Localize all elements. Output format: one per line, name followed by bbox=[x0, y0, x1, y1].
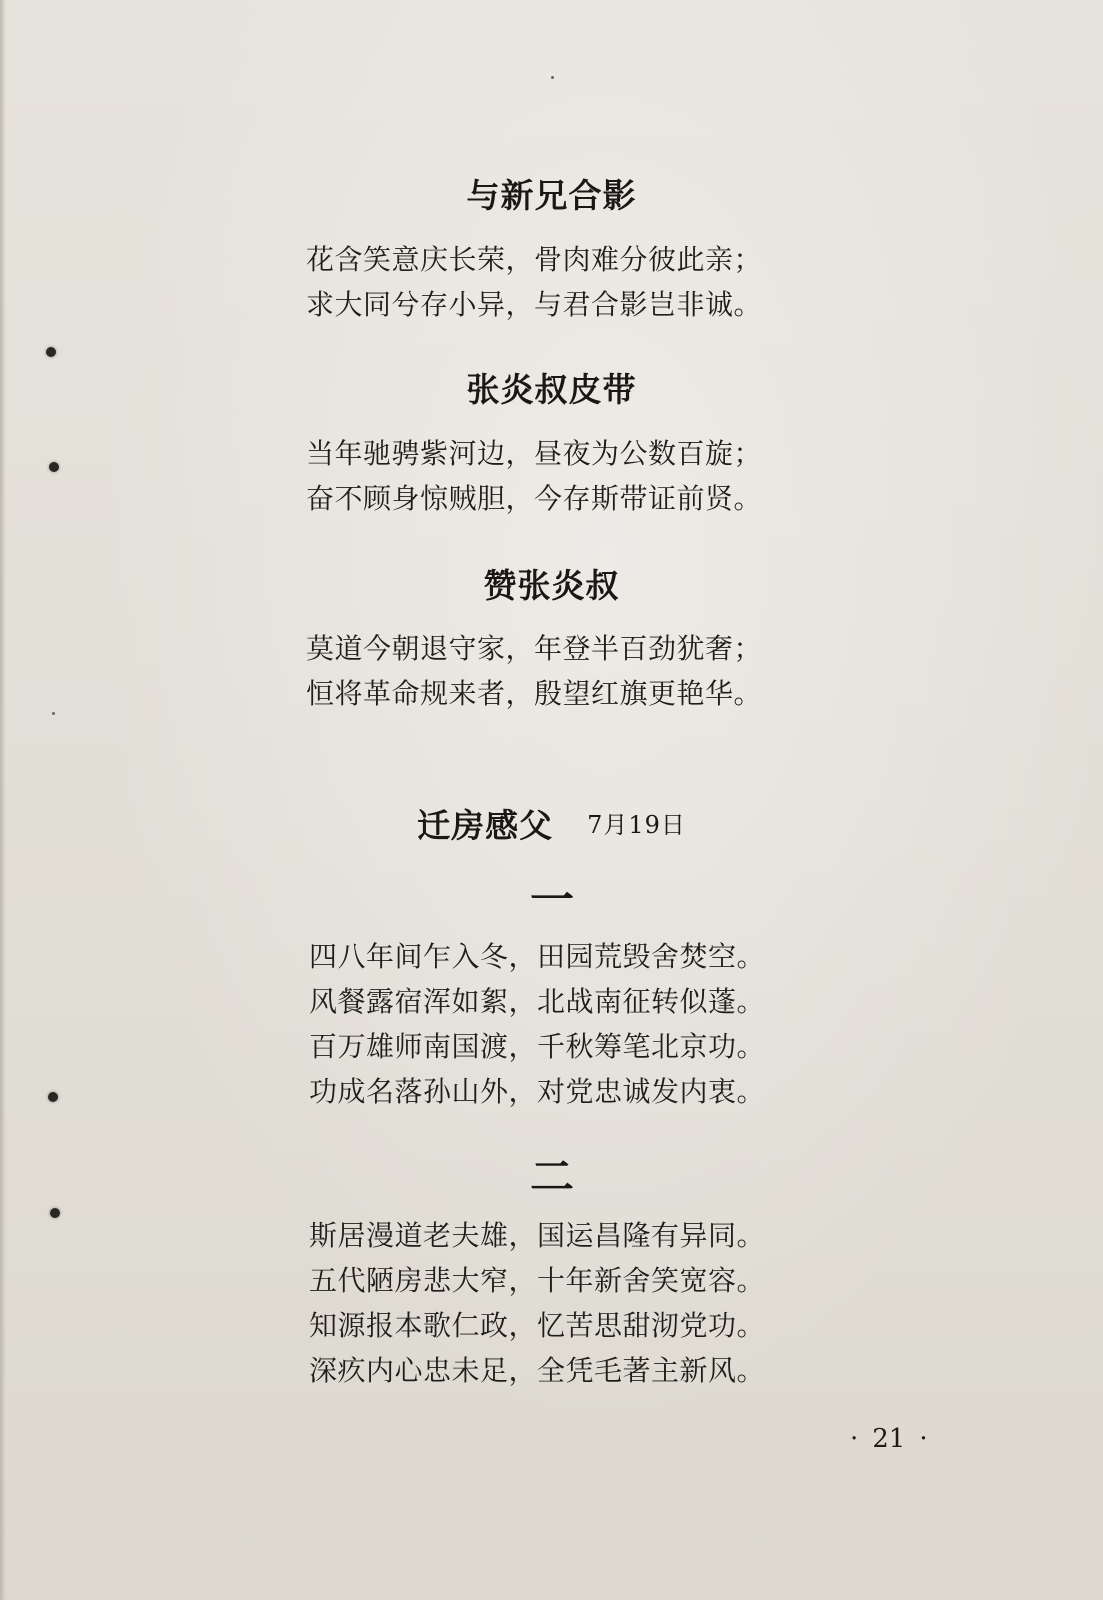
poem-line: 奋不顾身惊贼胆，今存斯带证前贤。 bbox=[306, 482, 763, 515]
poem-body bbox=[309, 1213, 765, 1393]
binding-hole bbox=[46, 347, 56, 357]
poem-title: 赞张炎叔 bbox=[483, 566, 620, 605]
poem-line: 深疚内心忠未足，全凭毛著主新风。 bbox=[309, 1354, 766, 1387]
poem-line: 四八年间乍入冬，田园荒毁舍焚空。 bbox=[309, 940, 766, 973]
poem-line: 五代陋房悲大窄，十年新舍笑宽容。 bbox=[309, 1264, 766, 1297]
binding-hole bbox=[49, 462, 59, 472]
paper-speck bbox=[52, 712, 55, 715]
poem-line: 莫道今朝退守家，年登半百劲犹奢； bbox=[306, 632, 763, 665]
poem-body bbox=[306, 626, 762, 716]
poem-line: 百万雄师南国渡，千秋筹笔北京功。 bbox=[309, 1030, 766, 1063]
poem-line: 花含笑意庆长荣，骨肉难分彼此亲； bbox=[306, 243, 763, 276]
poem-date: 7月19日 bbox=[587, 811, 686, 839]
page-number-dot: · bbox=[919, 1424, 928, 1454]
poem-title bbox=[0, 800, 1103, 847]
page-number-text: 21 bbox=[872, 1424, 906, 1454]
part-number bbox=[0, 1145, 1103, 1200]
poem-body bbox=[309, 934, 765, 1114]
poem-line: 求大同兮存小异，与君合影岂非诚。 bbox=[306, 288, 763, 321]
poem-title: 与新兄合影 bbox=[466, 176, 637, 215]
poem-line: 知源报本歌仁政，忆苦思甜沏党功。 bbox=[309, 1309, 766, 1342]
poem-line: 功成名落孙山外，对党忠诚发内衷。 bbox=[309, 1075, 766, 1108]
binding-hole bbox=[48, 1092, 58, 1102]
part-number bbox=[0, 868, 1103, 923]
poem-line: 恒将革命规来者，殷望红旗更艳华。 bbox=[306, 677, 763, 710]
binding-hole bbox=[50, 1208, 60, 1218]
page-number bbox=[836, 1424, 942, 1454]
poem-line: 当年驰骋紫河边，昼夜为公数百旋； bbox=[306, 437, 763, 470]
poem-line: 风餐露宿浑如絮，北战南征转似蓬。 bbox=[309, 985, 766, 1018]
paper-speck bbox=[551, 76, 554, 79]
poem-title-text: 迁房感父 bbox=[417, 806, 554, 845]
poem-title: 张炎叔皮带 bbox=[466, 370, 637, 409]
poem-line: 斯居漫道老夫雄，国运昌隆有异同。 bbox=[309, 1219, 766, 1252]
part-number-text: 一 bbox=[529, 877, 574, 923]
part-number-text: 二 bbox=[529, 1154, 574, 1200]
poem-body bbox=[306, 431, 762, 521]
page-number-dot: · bbox=[850, 1424, 859, 1454]
poem-body bbox=[306, 237, 762, 327]
